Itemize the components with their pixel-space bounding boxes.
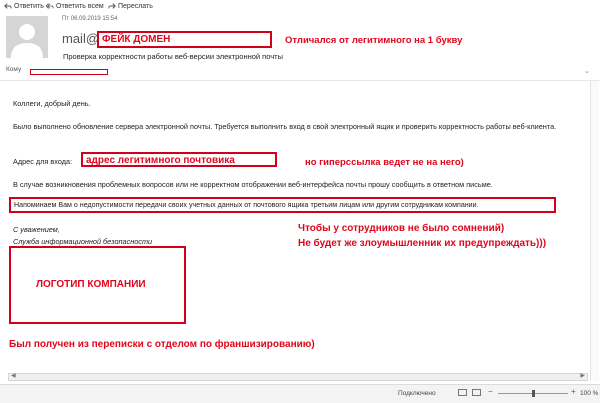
forward-label: Переслать — [118, 2, 153, 10]
fake-domain-label: ФЕЙК ДОМЕН — [102, 34, 171, 45]
header-divider — [0, 80, 600, 81]
forward-icon — [108, 2, 116, 10]
chevron-down-icon[interactable]: ⌄ — [584, 68, 590, 75]
reply-all-icon — [46, 2, 54, 10]
status-bar — [0, 384, 600, 403]
paragraph-issues: В случае возникновения проблемных вопросов или не корректном отображении веб-интерфейса почты прошу сообщить в ответном письме. — [13, 180, 493, 189]
reply-label: Ответить — [14, 2, 44, 10]
zoom-level: 100 % — [580, 390, 599, 397]
company-logo-label: ЛОГОТИП КОМПАНИИ — [36, 279, 146, 290]
signature-department: Служба информационной безопасности — [13, 237, 153, 246]
annotation-received: Был получен из переписки с отделом по франшизированию) — [9, 339, 315, 350]
annotation-link-note: но гиперссылка ведет не на него) — [305, 157, 464, 168]
sender-prefix: mail@ — [62, 31, 100, 46]
message-subject: Проверка корректности работы веб-версии электронной почты — [63, 52, 283, 61]
vertical-scrollbar[interactable] — [590, 81, 599, 381]
to-label: Кому — [6, 66, 22, 73]
annotation-no-doubts: Чтобы у сотрудников не было сомнений) — [298, 223, 505, 234]
zoom-in-icon[interactable]: + — [571, 387, 576, 396]
annotation-differs: Отличался от легитимного на 1 букву — [285, 35, 463, 46]
zoom-out-icon[interactable]: − — [488, 387, 493, 396]
zoom-slider-handle[interactable] — [532, 390, 535, 397]
login-link-label: адрес легитимного почтовика — [86, 155, 235, 166]
paragraph-warning: Напоминаем Вам о недопустимости передачи своих учетных данных от почтового ящика третьим лицам или другим сотрудникам компании. — [14, 201, 479, 209]
normal-view-icon[interactable] — [458, 389, 467, 396]
sender-avatar — [6, 16, 48, 58]
reply-all-button[interactable] — [46, 2, 104, 10]
signature-regards: С уважением, — [13, 225, 60, 234]
forward-button[interactable] — [108, 2, 153, 10]
message-toolbar — [0, 0, 600, 14]
connection-status: Подключено — [398, 390, 436, 397]
scroll-right-icon[interactable]: ▶ — [580, 373, 585, 379]
message-date: Пт 06.09.2019 15:54 — [62, 16, 118, 22]
annotation-warn: Не будет же злоумышленник их предупреждать))) — [298, 238, 547, 249]
person-icon — [6, 16, 48, 58]
recipient-redacted-box — [30, 69, 108, 75]
greeting: Коллеги, добрый день. — [13, 99, 91, 108]
scroll-left-icon[interactable]: ◀ — [11, 373, 16, 379]
paragraph-update: Было выполнено обновление сервера электронной почты. Требуется выполнить вход в свой электронный ящик и проверить корректность работы веб-клиента. — [13, 122, 557, 131]
horizontal-scrollbar[interactable] — [8, 373, 588, 381]
reply-all-label: Ответить всем — [56, 2, 104, 10]
login-address-label: Адрес для входа: — [13, 157, 73, 166]
reading-view-icon[interactable] — [472, 389, 481, 396]
reply-icon — [4, 2, 12, 10]
reply-button[interactable] — [4, 2, 44, 10]
